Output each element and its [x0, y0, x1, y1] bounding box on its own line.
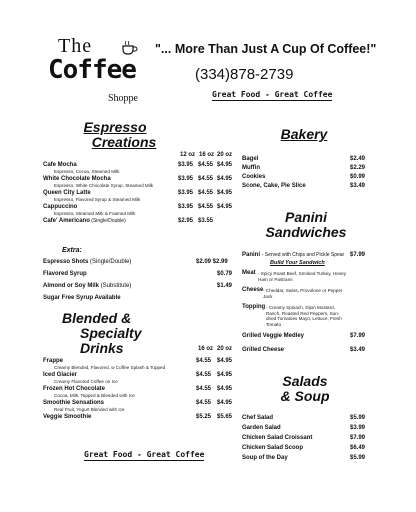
- salad-row: [242, 435, 312, 442]
- menu-item-desc: Espresso, Cocoa, Steamed Milk: [54, 169, 120, 174]
- espresso-col-12: 12 oz: [180, 152, 196, 158]
- price-12oz: $3.95: [178, 162, 194, 168]
- extra-name: Almond or Soy Milk: [43, 283, 100, 289]
- salad-price: $5.99: [350, 415, 366, 421]
- panini-item-row: [242, 347, 284, 354]
- price-16oz: $4.55: [196, 372, 212, 378]
- salad-price: $3.99: [350, 425, 366, 431]
- menu-item-row: [43, 176, 111, 183]
- blended-title-line1: Blended &: [62, 310, 132, 326]
- panini-item-name: Grilled Veggie Medley: [242, 333, 305, 339]
- blended-col-20: 20 oz: [217, 346, 233, 352]
- salad-price: $7.99: [350, 435, 366, 441]
- bakery-price: $2.49: [350, 156, 366, 162]
- menu-item-row: [43, 204, 77, 211]
- salad-price: $6.49: [350, 445, 366, 451]
- meat-label: Meat: [242, 270, 256, 276]
- price-16oz: $3.55: [198, 218, 214, 224]
- price-12oz: $3.95: [178, 190, 194, 196]
- price-16oz: $4.55: [196, 358, 212, 364]
- menu-item-name: White Chocolate Mocha: [43, 176, 111, 182]
- topping-row: [242, 304, 265, 311]
- menu-item-desc: Espresso, Flavored Syrup & Steamed Milk: [54, 197, 141, 202]
- menu-item-row: [43, 190, 91, 197]
- blended-col-16: 16 oz: [198, 346, 214, 352]
- blended-row: [43, 414, 91, 421]
- extra-name: Sugar Free Syrup Available: [43, 295, 121, 301]
- menu-item-desc: Espresso, Steamed Milk & Foamed Milk: [54, 211, 136, 216]
- price-12oz: $3.95: [178, 176, 194, 182]
- bakery-title: [268, 127, 340, 142]
- price-20oz: $4.95: [217, 176, 233, 182]
- espresso-title-line2: Creations: [91, 134, 157, 150]
- blended-name: Frozen Hot Chocolate: [43, 386, 106, 392]
- coffee-shoppe-logo: [48, 35, 158, 105]
- bakery-row: [242, 156, 258, 163]
- panini-title-line1: Panini: [284, 209, 327, 225]
- extra-row: [43, 283, 131, 290]
- panini-title: [258, 210, 354, 240]
- salad-name: Soup of the Day: [242, 455, 288, 461]
- extra-row: [43, 271, 87, 278]
- logo-shoppe: Shoppe: [108, 93, 138, 104]
- topping-label: Topping: [242, 304, 266, 310]
- tagline: "... More Than Just A Cup Of Coffee!": [155, 42, 377, 56]
- bakery-name: Bagel: [242, 156, 259, 162]
- great-food-banner-bottom: Great Food - Great Coffee: [84, 450, 205, 459]
- bakery-name: Cookies: [242, 174, 266, 180]
- blended-desc: Creamy Blended, Flavored, w Coffee Splash & Topped: [54, 365, 166, 370]
- build-your-sandwich: Build Your Sandwich: [270, 260, 325, 266]
- cheese-label: Cheese: [242, 287, 264, 293]
- coffee-cup-icon: [120, 41, 138, 55]
- salad-name: Garden Salad: [242, 425, 281, 431]
- menu-item-row: [43, 218, 126, 225]
- price-20oz: $4.95: [217, 204, 233, 210]
- panini-desc: - Served with Chips and Pickle Spear: [261, 252, 345, 258]
- extra-price: $0.79: [217, 271, 233, 277]
- bakery-title-text: Bakery: [280, 126, 328, 142]
- blended-row: [43, 358, 63, 365]
- extra-row: [43, 295, 121, 302]
- espresso-title: [70, 120, 160, 150]
- bakery-price: $0.99: [350, 174, 366, 180]
- salad-price: $5.99: [350, 455, 366, 461]
- price-20oz: $4.95: [217, 190, 233, 196]
- bakery-price: $3.49: [350, 183, 366, 189]
- salad-row: [242, 415, 273, 422]
- menu-item-name: Cafe Mocha: [43, 162, 77, 168]
- bakery-row: [242, 183, 306, 190]
- blended-name: Iced Glacier: [43, 372, 78, 378]
- salad-name: Chicken Salad Croissant: [242, 435, 313, 441]
- price-16oz: $5.25: [196, 414, 212, 420]
- meat-desc: - Spicy Roast Beef, Smoked Turkey, Honey Ham or Pastrami: [258, 271, 346, 282]
- espresso-title-line1: Espresso: [83, 119, 147, 135]
- panini-item-price: $3.49: [350, 347, 366, 353]
- bakery-row: [242, 165, 260, 172]
- price-16oz: $4.55: [198, 204, 214, 210]
- bakery-price: $2.29: [350, 165, 366, 171]
- extra-title: Extra:: [62, 247, 82, 254]
- price-12oz: $2.95: [178, 218, 194, 224]
- blended-desc: Real Fruit, Yogurt Blended with Ice: [54, 407, 125, 412]
- price-20oz: $4.95: [217, 162, 233, 168]
- panini-title-line2: Sandwiches: [265, 224, 347, 240]
- cheese-row: [242, 287, 263, 294]
- extra-name: Flavored Syrup: [43, 271, 87, 277]
- salad-row: [242, 445, 303, 452]
- espresso-col-16: 16 oz: [199, 152, 215, 158]
- menu-item-name: Cappuccino: [43, 204, 78, 210]
- panini-item-row: [242, 333, 304, 340]
- menu-item-name: Cafe' Americano: [43, 218, 90, 224]
- price-20oz: $5.65: [217, 414, 233, 420]
- blended-title: [62, 311, 172, 356]
- blended-desc: Cocoa, Milk, Topped & Blended with Ice: [54, 393, 135, 398]
- blended-name: Veggie Smoothie: [43, 414, 92, 420]
- extra-name: Espresso Shots: [43, 259, 89, 265]
- price-16oz: $4.55: [198, 162, 214, 168]
- price-16oz: $4.55: [198, 190, 214, 196]
- salad-name: Chef Salad: [242, 415, 274, 421]
- price-20oz: $4.95: [217, 372, 233, 378]
- logo-coffee: Coffee: [48, 55, 136, 85]
- salads-title: [270, 374, 340, 404]
- panini-item-price: $7.99: [350, 333, 366, 339]
- panini-price: $7.99: [350, 252, 366, 258]
- logo-the: The: [58, 35, 93, 57]
- salad-name: Chicken Salad Scoop: [242, 445, 304, 451]
- price-16oz: $4.55: [198, 176, 214, 182]
- salads-title-line2: & Soup: [280, 388, 330, 404]
- bakery-name: Muffin: [242, 165, 260, 171]
- menu-item-desc: (Single/Double): [89, 218, 126, 224]
- price-20oz: $4.95: [217, 358, 233, 364]
- extra-row: [43, 259, 131, 266]
- bakery-name: Scone, Cake, Pie Slice: [242, 183, 306, 189]
- cheese-desc: - Cheddar, Swiss, Provolone or Pepper Jack: [263, 288, 343, 299]
- salad-row: [242, 425, 281, 432]
- menu-item-desc: Espresso, White Chocolate Syrup, Steamed Milk: [54, 183, 154, 188]
- menu-item-name: Queen City Latte: [43, 190, 91, 196]
- blended-desc: Creamy Flavored Coffee on Ice: [54, 379, 118, 384]
- blended-row: [43, 386, 105, 393]
- salad-row: [242, 455, 288, 462]
- espresso-col-20: 20 oz: [217, 152, 233, 158]
- price-20oz: $4.95: [217, 386, 233, 392]
- extra-price: $2.09 $2.99: [196, 259, 228, 265]
- menu-item-row: [43, 162, 77, 169]
- price-12oz: $3.95: [178, 204, 194, 210]
- blended-title-line2: Specialty Drinks: [80, 325, 142, 356]
- price-16oz: $4.55: [196, 386, 212, 392]
- meat-row: [242, 270, 256, 277]
- salads-title-line1: Salads: [282, 373, 328, 389]
- great-food-banner-top: Great Food - Great Coffee: [212, 90, 333, 99]
- bakery-row: [242, 174, 265, 181]
- panini-item-name: Grilled Cheese: [242, 347, 285, 353]
- topping-desc: - Creamy Spinach, Dijon Mustard, Ranch, Roasted Red Peppers, Sun-dried Tomatoes Mayo, Lettuce, Fresh Tomato: [266, 305, 342, 327]
- extra-desc: (Substitute): [99, 283, 132, 289]
- blended-name: Smoothie Sensations: [43, 400, 105, 406]
- extra-desc: (Single/Double): [88, 259, 132, 265]
- blended-row: [43, 400, 104, 407]
- phone-number: (334)878-2739: [195, 66, 294, 83]
- blended-row: [43, 372, 77, 379]
- price-20oz: $4.95: [217, 400, 233, 406]
- price-16oz: $4.55: [196, 400, 212, 406]
- blended-name: Frappe: [43, 358, 64, 364]
- panini-name: Panini: [242, 252, 261, 258]
- extra-price: $1.49: [217, 283, 233, 289]
- panini-row: [242, 252, 344, 259]
